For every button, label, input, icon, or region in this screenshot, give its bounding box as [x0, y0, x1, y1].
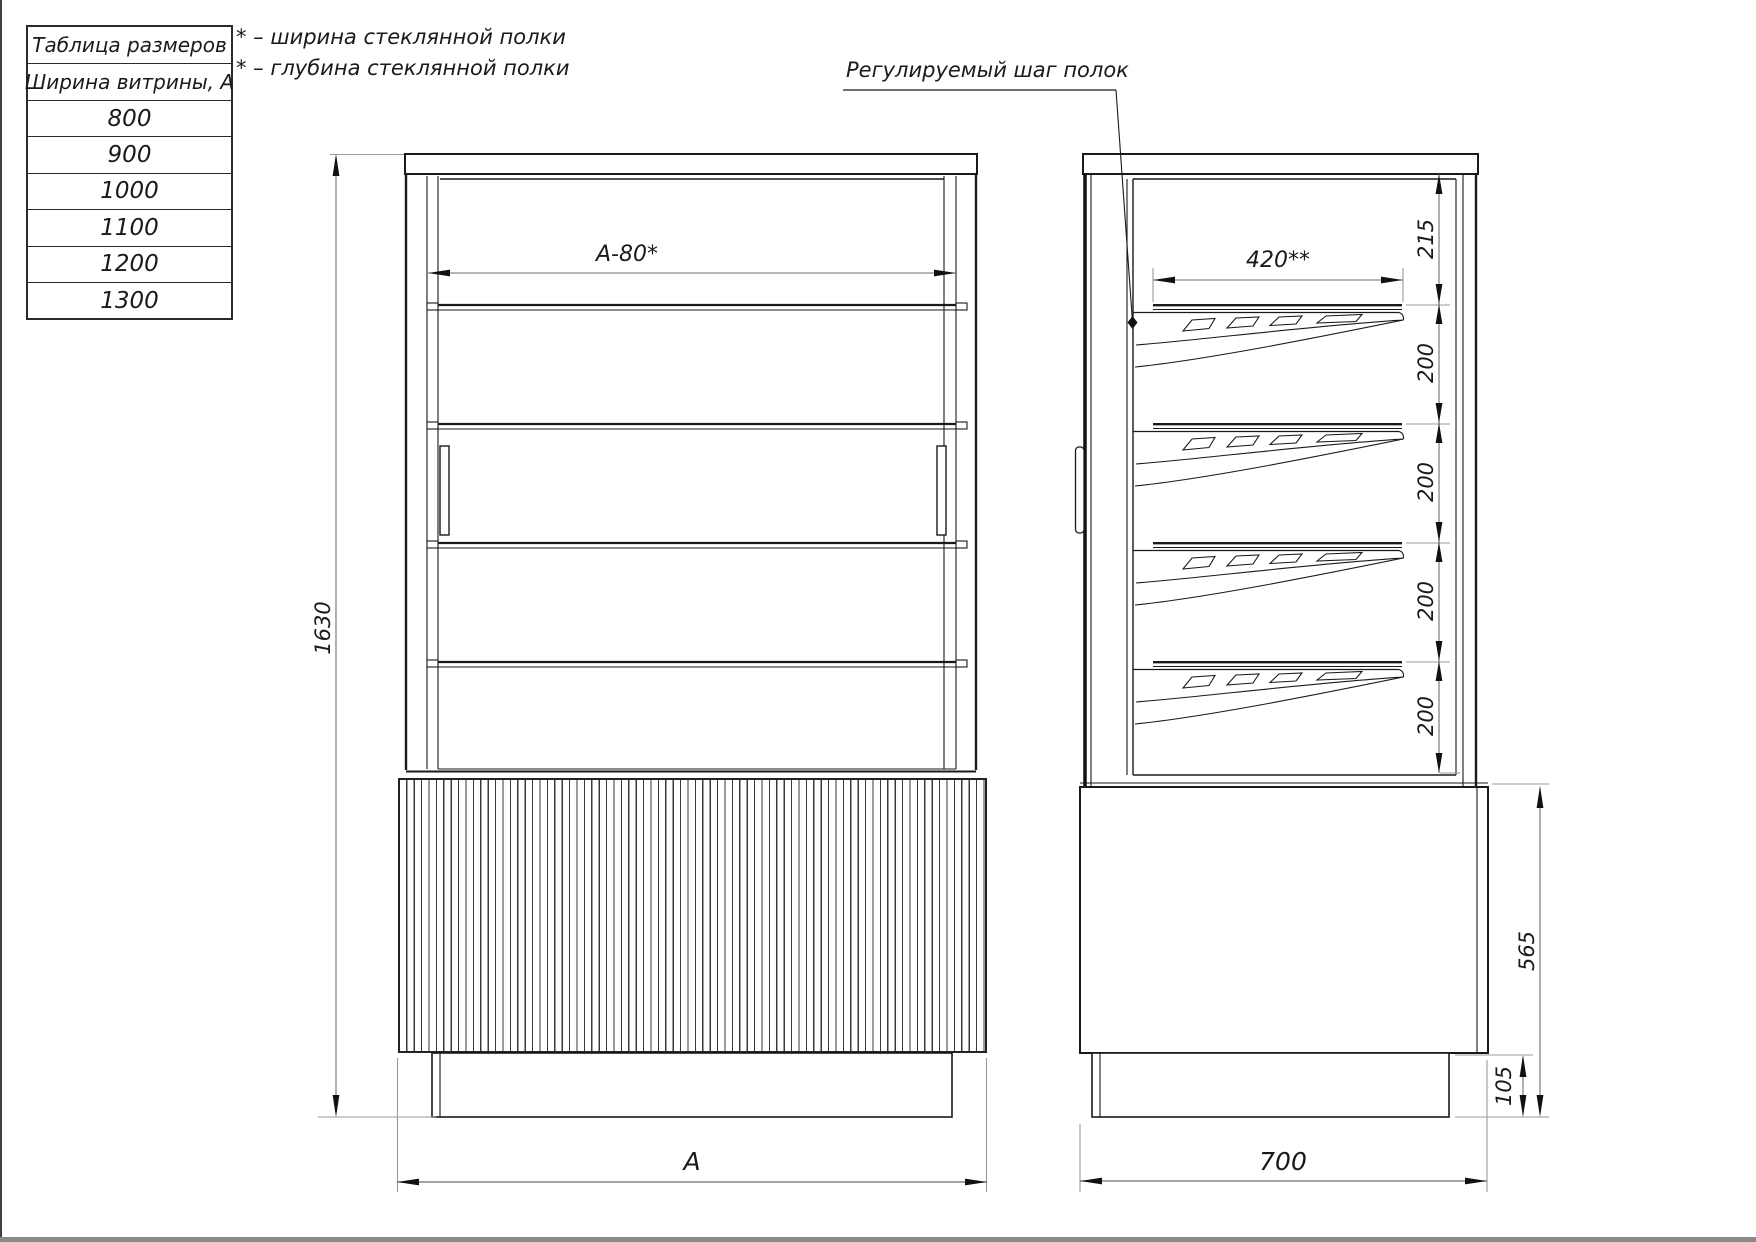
side-dim-base-height [1455, 784, 1549, 1117]
front-shelf [427, 303, 967, 310]
footnote-shelf-depth: * – глубина стеклянной полки [236, 56, 570, 80]
size-table-row: 1000 [28, 173, 231, 209]
front-shelf [427, 422, 967, 429]
front-door-handle-left [440, 446, 449, 535]
size-table [26, 25, 233, 320]
dim-label-overall-width: А [683, 1147, 701, 1176]
shelf-pitch-callout-label: Регулируемый шаг полок [846, 58, 1129, 82]
side-shelf-bracket [1133, 662, 1404, 724]
dim-label-step: 200 [1414, 461, 1438, 503]
size-table-row: 1100 [28, 209, 231, 245]
side-rear-handle [1076, 447, 1085, 533]
size-table-header: Ширина витрины, А [28, 63, 231, 100]
front-base-fluted-panel [398, 778, 987, 1053]
dim-label-top-gap: 215 [1414, 218, 1438, 260]
size-table-row: 800 [28, 100, 231, 136]
sheet-frame-left [0, 0, 2, 1242]
dim-label-step: 200 [1414, 342, 1438, 384]
size-table-row: 1200 [28, 246, 231, 282]
side-plinth [1092, 1053, 1449, 1117]
footnote-shelf-width: * – ширина стеклянной полки [236, 25, 566, 49]
side-dim-depth [1080, 1060, 1487, 1192]
front-shelf [427, 660, 967, 667]
dim-label-inner-width: А-80* [596, 242, 658, 267]
footnotes [236, 22, 570, 84]
side-view [1076, 154, 1489, 1117]
side-dim-plinth-height [1455, 1055, 1533, 1117]
front-dim-overall-width [397, 1058, 987, 1192]
dim-label-step: 200 [1414, 580, 1438, 622]
front-plinth [432, 1053, 952, 1117]
side-dim-shelf-depth [1153, 248, 1403, 302]
side-dim-shelf-chain [1406, 174, 1460, 773]
dim-label-plinth-height: 105 [1492, 1065, 1516, 1107]
front-countertop [405, 154, 977, 174]
front-dim-inner-width [428, 242, 956, 276]
size-table-title: Таблица размеров [32, 33, 227, 57]
shelf-pitch-leader [843, 90, 1138, 329]
size-table-row: 900 [28, 136, 231, 172]
dim-label-shelf-depth: 420** [1246, 248, 1310, 273]
side-shelf-bracket [1133, 305, 1404, 367]
side-countertop [1083, 154, 1478, 174]
side-shelf-bracket [1133, 543, 1404, 605]
sheet-frame-bottom [0, 1237, 1756, 1242]
dim-label-step: 200 [1414, 695, 1438, 737]
dim-label-base-height: 565 [1515, 930, 1539, 972]
dim-label-height: 1630 [311, 601, 335, 655]
dim-label-depth: 700 [1259, 1147, 1307, 1176]
side-shelf-bracket [1133, 424, 1404, 486]
front-shelf [427, 541, 967, 548]
size-table-row: 1300 [28, 282, 231, 318]
front-door-handle-right [937, 446, 946, 535]
side-base [1080, 787, 1488, 1053]
